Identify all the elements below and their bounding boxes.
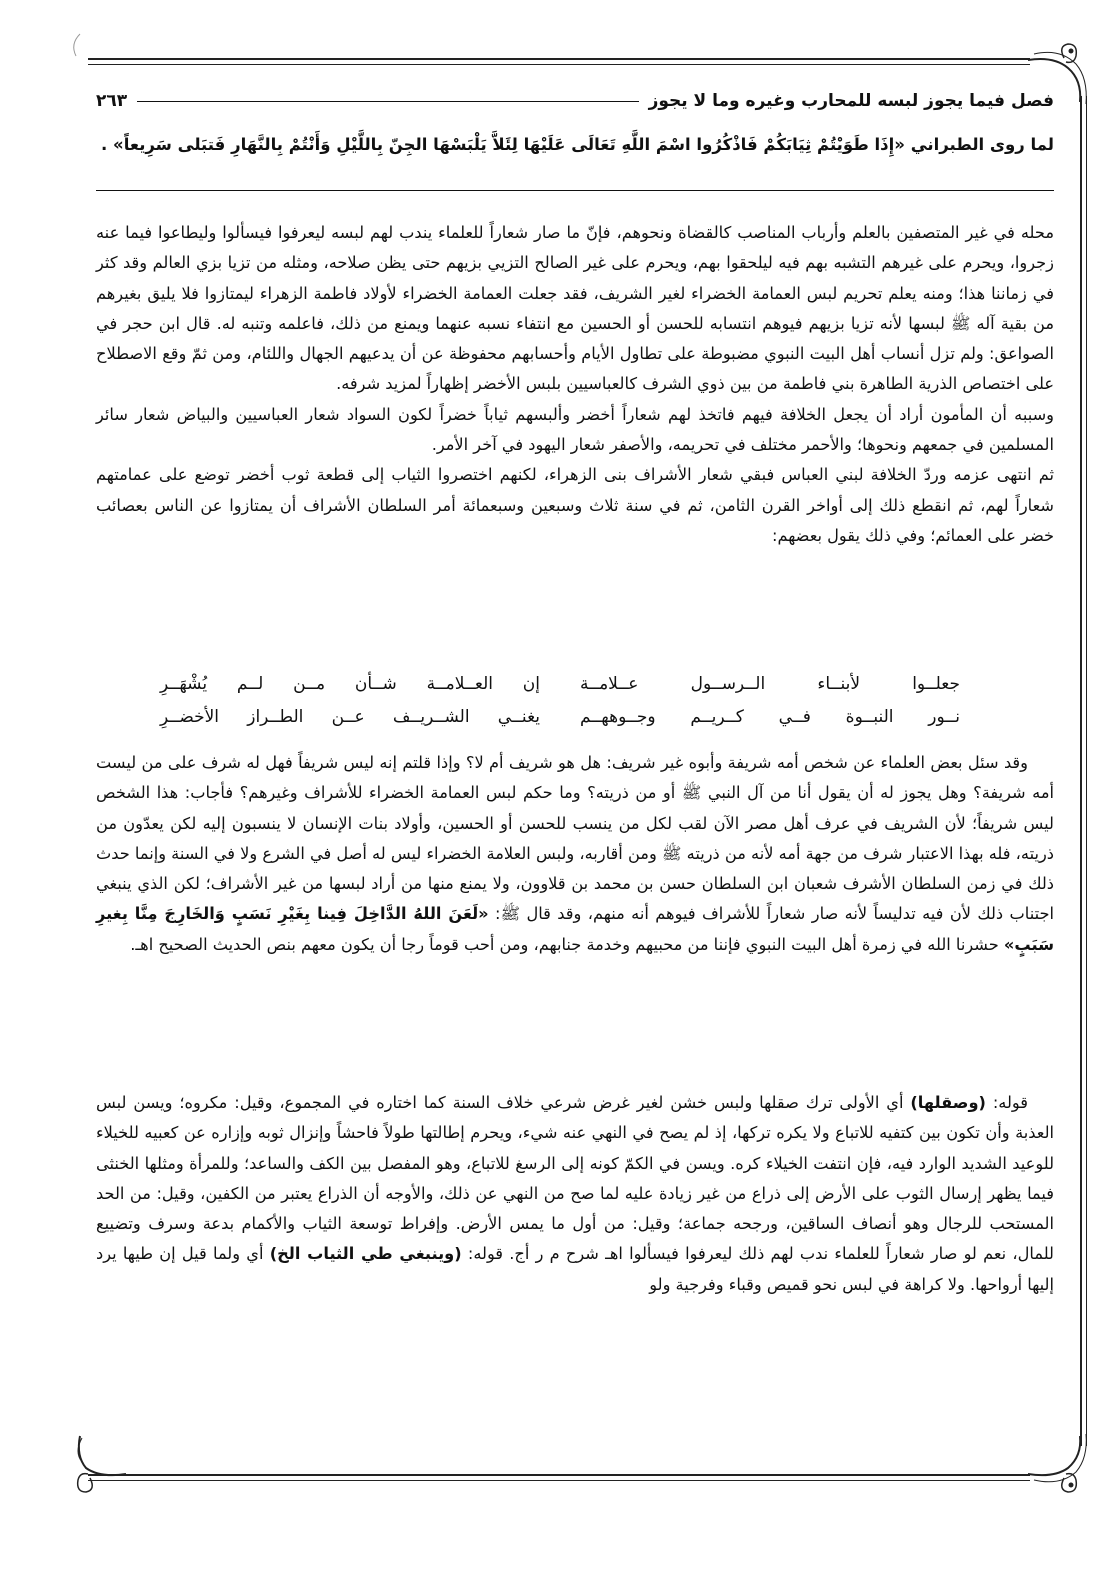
- main-text-tail: .: [101, 135, 114, 154]
- main-text-hadith: «إِذَا طَوَيْتُمْ ثِيَابَكُمْ فَاذْكُرُوا اسْمَ اللَّهِ تَعَالَى عَلَيْهَا لِئَلاَّ يَلْبَسْهَا الجِنّ بِاللَّيْلِ وَأَنْتُمْ بِالنَّهَارِ فَتبَلى سَرِيعاً»: [113, 135, 905, 154]
- frame-bottom-border-inner: [88, 1480, 1030, 1481]
- poem-verse-1-second-hemistich: إن العــلامــة شــأن مــن لــم يُشْهَــرِ: [160, 674, 540, 694]
- main-text-lead: لما روى الطبراني: [904, 135, 1054, 154]
- gloss-lead: قوله:: [985, 1093, 1028, 1112]
- header-rule: [137, 101, 638, 102]
- corner-ornament-bottom-right-icon: [1024, 1432, 1094, 1502]
- corner-ornament-bottom-left-icon: [60, 1432, 130, 1502]
- running-header: [96, 88, 1054, 114]
- corner-mark-top-left-icon: [60, 30, 90, 60]
- fatwa-text-1: وقد سئل بعض العلماء عن شخص أمه شريفة وأبوه غير شريف: هل هو شريف أم لا؟ وإذا قلتم إنه ليس شريفاً فهل له شرف على من ليست أمه شريفة؟ وهل يجوز له أن يقول أنا من آل النبي ﷺ أو من ذريته؟ وما حكم لبس العمامة الخضراء للأشراف وغيرهم؟ فأجاب: هذا الشخص ليس شريفاً؛ لأن الشريف في عرف أهل مصر الآن لقب لكل من ينسب للحسن أو الحسين، وأولاد بنات الإنسان لا ينسبون إليه لكن يعدّون من ذريته، فله بهذا الاعتبار شرف من جهة أمه لأنه من ذريته ﷺ ومن أقاربه، ولبس العلامة الخضراء ليس له أصل في الشرع ولا في السنة وإنما حدث ذلك في زمن السلطان الأشرف شعبان ابن السلطان حسن بن محمد بن قلاوون، ولا يمنع منها من أراد لبسها من غير الأشراف؛ لكن الذي ينبغي اجتناب ذلك لأن فيه تدليساً لأنه صار شعاراً للأشراف فيوهم أنه منهم، وقد قال ﷺ:: [96, 753, 1054, 924]
- fatwa-text-2: حشرنا الله في زمرة أهل البيت النبوي فإننا من محبيهم وخدمة جنابهم، ومن أحب قوماً رجا أن يكون معهم بنص الحديث الصحيح اهـ.: [130, 934, 1004, 954]
- fatwa-hadith: «لَعَنَ اللهُ الدَّاخِلَ فِينا بِغَيْرِ نَسَبٍ وَالخَارِجَ مِنَّا بِغيرِ سَبَبٍ»: [96, 904, 1054, 954]
- page-number: ٢٦٣: [96, 91, 128, 111]
- frame-bottom-border: [88, 1474, 1030, 1476]
- commentary-block-2: [96, 748, 1054, 960]
- poem-verse-2: [160, 701, 960, 734]
- poem-verse-1-first-hemistich: جعلــوا لأبنــاء الــرســول عــلامــة: [580, 674, 960, 694]
- frame-right-border-inner: [1086, 96, 1087, 1446]
- commentary-paragraph-2: وسببه أن المأمون أراد أن يجعل الخلافة فيهم فاتخذ لهم شعاراً أخضر وألبسهم ثياباً خضراً لكون السواد شعار العباسيين والبياض شعار سائر المسلمين في جمعهم ونحوها؛ والأحمر مختلف في تحريمه، والأصفر شعار اليهود في آخر الأمر.: [96, 404, 1054, 455]
- poem-verse-1: [160, 668, 960, 701]
- frame-top-border-inner: [88, 64, 1030, 65]
- main-text-line: [96, 128, 1054, 162]
- gloss-term-2: (وينبغي طي الثياب الخ): [269, 1244, 462, 1264]
- fatwa-paragraph: [96, 748, 1054, 960]
- gloss-paragraph: [96, 1088, 1054, 1300]
- commentary-paragraph-3: ثم انتهى عزمه وردّ الخلافة لبني العباس فبقي شعار الأشراف بنى الزهراء، لكنهم اختصروا الثياب إلى قطعة ثوب أخضر توضع على عمامتهم شعاراً لهم، ثم انقطع ذلك إلى أواخر القرن الثامن، ثم في سنة ثلاث وسبعين وسبعمائة أمر السلطان الأشراف أن يمتازوا عن الناس بعصائب خضر على العمائم؛ وفي ذلك يقول بعضهم:: [96, 465, 1054, 545]
- gloss-text-1: أي الأولى ترك صقلها ولبس خشن لغير غرض شرعي خلاف السنة كما اختاره في المجموع، وقيل: مكروه؛ ويسن لبس العذبة وأن تكون بين كتفيه للاتباع ولا يكره تركها، إذ لم يصح في النهي عنه شيء، ويحرم إطالتها طولاً فاحشاً وإنزال ثوبه وإزاره عن كعبيه للخيلاء للوعيد الشديد الوارد فيه، فإن انتفت الخيلاء كره. ويسن في الكمّ كونه إلى الرسغ للاتباع، وهو المفصل بين الكف والساعد؛ وللمرأة ومثلها الخنثى فيما يظهر إرسال الثوب على الأرض إلى ذراع من غير زيادة عليه لما صح من النهي عن ذلك، والأوجه أن الذراع يعتبر من الكفين، وقيل: من الحد المستحب للرجال وهو أنصاف الساقين، ورجحه جماعة؛ وقيل: من أول ما يمس الأرض. وإفراط توسعة الثياب والأكمام بدعة وسرف وتضييع للمال، نعم لو صار شعاراً للعلماء ندب لهم ذلك ليعرفوا فيسألوا اهـ شرح م ر أج. قوله:: [96, 1093, 1054, 1264]
- frame-right-border: [1080, 96, 1082, 1446]
- commentary-block-3: [96, 1088, 1054, 1300]
- frame-top-border: [88, 58, 1030, 60]
- gloss-term-1: (وصقلها): [910, 1093, 986, 1112]
- section-separator: [96, 190, 1054, 191]
- chapter-title: فصل فيما يجوز لبسه للمحارب وغيره وما لا يجوز: [648, 91, 1054, 111]
- commentary-block-1: [96, 218, 1054, 551]
- gloss-text-2: أي ولما قيل إن طيها يرد إليها أرواحها. ولا كراهة في لبس نحو قميص وقباء وفرجية ولو: [96, 1244, 1054, 1294]
- poem-verse-2-second-hemistich: يغنــي الشــريــف عــن الطــراز الأخضــرِ: [160, 707, 540, 727]
- poem: [160, 668, 960, 734]
- commentary-paragraph-1: محله في غير المتصفين بالعلم وأرباب المناصب كالقضاة ونحوهم، فإنّ ما صار شعاراً للعلماء يندب لهم لبسه ليعرفوا فيسألوا وليطاعوا فيما عنه زجروا، ويحرم على غيرهم التشبه بهم فيه ليلحقوا بهم، ويحرم على غير الصالح التزيي بزيهم حتى يظن صلاحه، ومثله من تزيا بزي العالم وقد كثر في زماننا هذا؛ ومنه يعلم تحريم لبس العمامة الخضراء لغير الشريف، فقد جعلت العمامة الخضراء لأولاد فاطمة الزهراء ليمتازوا فلا يليق بغيرهم من بقية آله ﷺ لبسها لأنه تزيا بزيهم فيوهم انتسابه للحسن أو الحسين مع انتفاء نسبه عنهما ويمنع من ذلك، فاعلمه وتنبه له. قال ابن حجر في الصواعق: ولم تزل أنساب أهل البيت النبوي مضبوطة على تطاول الأيام وأحسابهم محفوظة عن أن يدعيهم الجهال واللئام، ومن ثمّ وقع الاصطلاح على اختصاص الذرية الطاهرة بني فاطمة من بين ذوي الشرف كالعباسيين بلبس الأخضر إظهاراً لمزيد شرفه.: [96, 223, 1054, 394]
- poem-verse-2-first-hemistich: نــور النبــوة فــي كــريــم وجــوههــم: [580, 707, 960, 727]
